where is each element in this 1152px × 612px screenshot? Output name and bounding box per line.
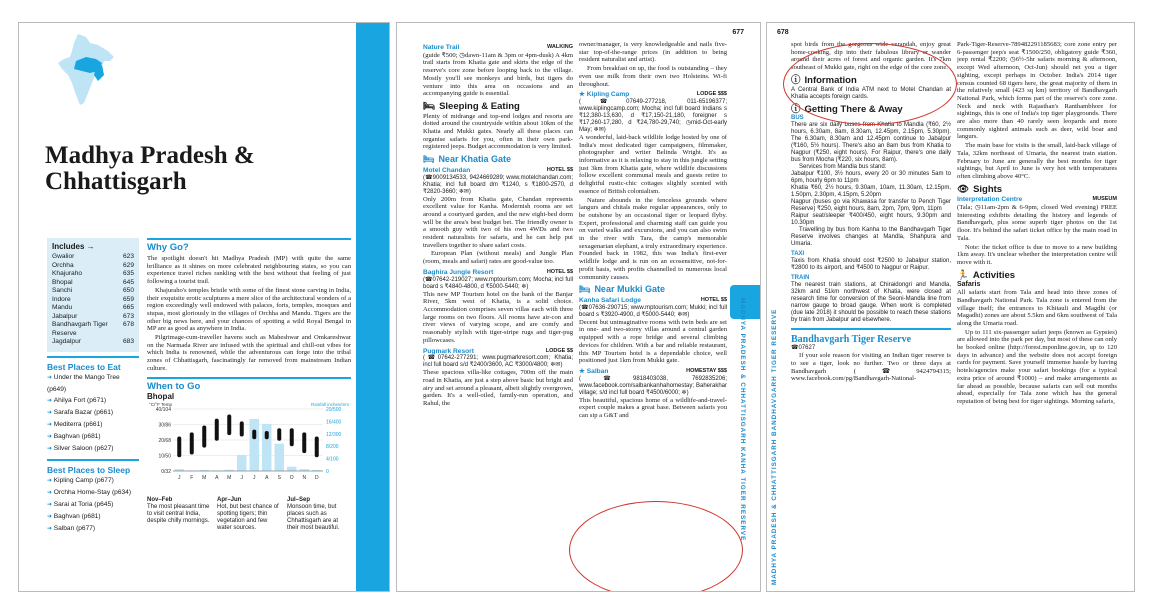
right-tick-label: 8/200 [326, 443, 339, 450]
left-tick-label: 20/68 [158, 437, 171, 444]
eat-list-item[interactable]: ➜ Sarafa Bazar (p661) [47, 407, 139, 419]
motel-info: (☎9009134533, 9424669289; www.motelchandan.com; Khatia; incl full board dm ₹1240, s ₹1800-2570, d ₹2820-3660; ❄✉) [423, 174, 573, 195]
right-tick-label: 0 [326, 468, 329, 475]
title-line-2: Chhattisgarh [45, 168, 187, 195]
eat-list-item[interactable]: ➜ Baghvan (p681) [47, 431, 139, 443]
taxi-heading: TAXI [791, 251, 805, 258]
temperature-range-bar [290, 428, 294, 446]
season-note-2 [217, 497, 281, 533]
sights-heading-text: Sights [973, 183, 1003, 195]
bus-raipur: Raipur seat/sleeper ₹400/450, eight hours, 9.30pm and 10.30pm [791, 213, 951, 227]
climate-chart [147, 401, 351, 486]
note-title-1: Nov–Feb [147, 496, 173, 503]
star-icon: ★ [579, 91, 587, 99]
month-label: A [215, 474, 219, 481]
temperature-range-bar [202, 425, 206, 447]
month-label: F [190, 474, 194, 481]
note-text-1: The most pleasant time to visit central India, despite chilly mornings. [147, 503, 210, 525]
season-notes [147, 497, 351, 533]
when-divider [147, 377, 351, 379]
includes-list [52, 253, 134, 347]
includes-item[interactable] [52, 313, 134, 322]
salban-info: (☎9818403038, 7692835206; www.facebook.com/salbankanhahomestay; Baherakhar village; s/d incl full board ₹4500/6000; ❄) [579, 375, 727, 396]
season-note-1 [147, 497, 211, 533]
intro-text: spot birds from the gorgeous wide verandah, enjoy great home-cooking, dip into their fabulous library or wander around their acres of forest and organic garden. It's 7km southeast of Mukki gate, right on the edge of the core zone. [791, 41, 951, 72]
month-label: M [202, 474, 207, 481]
sleep-divider [47, 459, 139, 461]
includes-item-page: 673 [122, 312, 134, 320]
includes-item-page: 678 [122, 321, 134, 328]
bus-services: Services from Mandla bus stand: [799, 164, 887, 171]
safaris-paragraph-1: All safaris start from Tala and head into three zones of Bandhavgarh National Park. Tala zone is entered from the village itself; the entrances to Khitauli and Magdhi (or Magadhi) zones are about 5.5km and 6km southwest of Tala along the Umaria road. [957, 289, 1117, 327]
left-tick-label: 30/86 [158, 422, 171, 429]
listing-kipling: Kipling Camp [586, 91, 630, 99]
listing-pugmark: Pugmark Resort [423, 347, 474, 355]
includes-item[interactable] [52, 321, 134, 338]
taxi-text: Taxis from Khatia should cost ₹2500 to Jabalpur station, ₹2800 to its airport, and ₹4500 to Nagpur or Raipur. [791, 258, 951, 272]
includes-item-name: Sanchi [52, 287, 73, 294]
col2-paragraph-2: From breakfast on up, the food is outstanding – they even use milk from their own two Holsteins. Wi-fi throughout. [579, 65, 727, 88]
includes-item-name: Bandhavgarh Tiger Reserve [52, 321, 108, 337]
bandhavgarh-text: If your sole reason for visiting an Indian tiger reserve is to see a tiger, look no further. Two or three days at Bandhavgarh (☎9424794315; www.facebook.com/pg/Bandhavgarh-National- [791, 352, 951, 383]
sleep-list [47, 475, 139, 535]
page-678 [766, 22, 1135, 592]
why-go-paragraph-3: Pilgrimage-cum-traveller havens such as Maheshwar and Omkareshwar on the Narmada River are infused with the spiritual and chill-out vibes for which India is renowned, while the adventurous can forge into the tribal zones of Chhattisgarh, fascinatingly far removed from mainstream Indian culture. [147, 334, 351, 372]
left-tick-label: 40/104 [155, 406, 171, 413]
activities-heading [957, 269, 1117, 281]
note-text-2: Hot, but best chance of spotting tigers; thin vegetation and few water sources. [217, 503, 279, 532]
sleep-list-item[interactable]: ➜ Baghvan (p681) [47, 511, 139, 523]
includes-item-name: Orchha [52, 261, 74, 269]
train-heading: TRAIN [791, 275, 810, 282]
column-1 [423, 41, 573, 586]
sleep-list-item[interactable]: ➜ Sarai at Toria (p645) [47, 499, 139, 511]
mukki-heading-text: Near Mukki Gate [594, 284, 665, 295]
right-axis-label: Rainfall inches/mm [310, 401, 349, 407]
rainfall-bar [237, 454, 247, 470]
bed-icon: 🛏 [579, 284, 591, 295]
includes-item[interactable] [52, 338, 134, 347]
page-chapter-opener [18, 22, 390, 592]
note-title-2: Apr–Jun [217, 496, 242, 503]
motel-text: Only 200m from Khatia gate, Chandan represents excellent value for Kanha. Modernish rooms are set around a courtyard garden, and the new eight-bed dorm will be the area's best budget bet. The friendly owner is a smooth guy with two of his own 4WDs and two resident naturalists for safaris, and he can help put travellers together to share safari costs. [423, 195, 573, 249]
note-title-3: Jul–Sep [287, 496, 311, 503]
temperature-range-bar [302, 432, 306, 453]
kipling-text-2: Nature abounds in the fenceless grounds where langurs and chitals make regular appearances, only to be outshone by an occasional tiger or leopard flyby. Expert, professional and charming staff can guide you on varied walks and excursions, and you can also swim in the river with Tara, the camp's memorable sexagenarian elephant, a truly extraordinary experience. Founded back in 1982, this was India's first-ever wildlife lodge and is run on an ecosensitive, not-for-profit basis, with profits channelled to numerous local community causes. [579, 196, 727, 281]
eat-heading: Best Places to Eat [47, 361, 121, 372]
temperature-range-bar [190, 432, 194, 454]
month-label: J [253, 474, 256, 481]
sleeping-heading [423, 100, 573, 112]
motel-text-2: European Plan (without meals) and Jungle Plan (room, meals and safari) rates are good-value too. [423, 250, 573, 266]
col2-paragraph-2: The main base for visits is the small, laid-back village of Tala, 32km northeast of Umaria, the nearest train station. February to June are generally the best months for tiger sightings, but April to June is very hot with temperatures often climbing above 40°C. [957, 142, 1117, 180]
getting-there-heading-text: Getting There & Away [804, 103, 903, 115]
page-number: 677 [732, 29, 744, 36]
khatia-heading [423, 156, 573, 164]
sleeping-heading-text: Sleeping & Eating [439, 100, 520, 112]
includes-item[interactable] [52, 304, 134, 313]
right-tick-label: 20/500 [326, 406, 342, 413]
title-line-1: Madhya Pradesh & [45, 143, 255, 169]
rainfall-bar [262, 423, 272, 470]
includes-item[interactable] [52, 279, 134, 288]
month-label: J [178, 474, 181, 481]
temperature-range-bar [265, 431, 269, 439]
listing-baghira: Baghira Jungle Resort [423, 268, 494, 276]
listing-nature-trail: Nature Trail [423, 44, 460, 51]
kanha-info: (☎07636-290715; www.mptourism.com; Mukki; incl full board s ₹3920-4900, d ₹5000-5440; ❄✉) [579, 304, 727, 318]
listing-interpretation-centre: Interpretation Centre [957, 196, 1023, 204]
listing-type: HOMESTAY $$$ [686, 367, 727, 374]
season-note-3 [287, 497, 351, 533]
kipling-text: A wonderful, laid-back wildlife lodge hosted by one of India's most dedicated tiger campaigners, filmmaker, photographer and writer Belinda Wright. It's as informative as it is relaxing to stay in this jungle setting just 3km from Khatia gate, where wildlife discussions follow excellent communal meals and guests retire to delightful rustic-chic cottages slightly scented with essence of British colonialism. [579, 133, 727, 195]
salban-text: This beautiful, spacious home of a wildlife-and-travel-expert couple makes a great base. Between safaris you can sip a G&T and [579, 396, 727, 420]
rainfall-bar [250, 418, 260, 470]
includes-item-name: Indore [52, 295, 71, 303]
includes-item-page: 629 [122, 261, 134, 269]
side-running-head: MADHYA PRADESH & CHHATTISGARH BANDHAVGARH TIGER RESERVE [771, 308, 778, 585]
bus-text: There are six daily buses from Khatia to Mandla (₹60, 2½ hours, 6.30am, 8am, 8.30am, 12.45pm, 2.15pm, 5.30pm). The 6.30am, 8.30am and 12.45pm continue to Jabalpur (₹160, 5½ hours). There's also an 8am bus from Khatia to Nagpur (₹250, eight hours). For Raipur, there's one daily bus from Mocha (₹220, six hours, 8am). [791, 122, 951, 164]
rainfall-bar [275, 443, 285, 470]
includes-item-page: 650 [122, 287, 134, 294]
sights-heading [957, 183, 1117, 195]
baghira-text: This new MP Tourism hotel on the bank of the Banjar River, 5km west of Khatia, is a solid choice. Accommodation comprises seven villas each with three large rooms on two floors. All rooms have air-con and river views of varying scope, and are comfy and reasonably stylish with tiger-stripe rugs and tiger-pug pillowcases. [423, 290, 573, 344]
includes-item[interactable] [52, 296, 134, 305]
page-677 [396, 22, 761, 592]
pugmark-info: (☎07642-277291; www.pugmarkresort.com; Khatia; incl full board s/d ₹2400/3600, AC ₹3000/4800; ❄✉) [423, 355, 573, 369]
annotation-circle [783, 43, 957, 125]
month-label: M [227, 474, 232, 481]
india-map-icon [56, 31, 118, 111]
bus-khatia: Khatia ₹60, 2½ hours, 9.30am, 10am, 11.30am, 12.15pm, 1.50pm, 2.30pm, 4.15pm, 5.20pm [791, 185, 951, 199]
why-go-paragraph-1: The spotlight doesn't hit Madhya Pradesh (MP) with quite the same brilliance as it shines on more celebrated neighbouring states, so you can experience travel riches rankling with the best without that feeling of just following a tourist trail. [147, 255, 351, 286]
listing-type: HOTEL $$ [700, 296, 727, 303]
baghira-info: (☎07642-219027; www.mptourism.com; Mocha; incl full board s ₹4840-4800, d ₹5000-5440; ❄) [423, 276, 573, 290]
includes-item[interactable] [52, 262, 134, 271]
train-text: The nearest train stations, at Chiraidongri and Mandla, 32km and 51km northwest of Khatia, were closed at research time for conversion of the Seoni-Mandla line from narrow gauge to broad gauge. When work is completed (due late 2018) it should be possible to reach these stations by train from Jabalpur and elsewhere. [791, 282, 951, 324]
left-tick-label: 10/50 [158, 453, 171, 460]
info-icon: ⓘ [791, 74, 801, 86]
includes-item-name: Gwalior [52, 253, 75, 260]
includes-item-name: Jagdalpur [52, 338, 81, 345]
why-go-heading: Why Go? [147, 242, 189, 253]
mukki-heading [579, 286, 727, 294]
annotation-circle [569, 501, 743, 592]
temperature-range-bar [252, 429, 256, 439]
includes-item[interactable] [52, 270, 134, 279]
page-number: 678 [777, 29, 789, 36]
side-running-head: MADHYA PRADESH & CHHATTISGARH KANHA TIGER RESERVE [739, 298, 746, 542]
temperature-range-bar [277, 428, 281, 440]
month-label: S [277, 474, 281, 481]
month-label: D [314, 474, 319, 481]
month-label: O [289, 474, 294, 481]
includes-item-name: Mandu [52, 304, 73, 311]
bed-icon: 🛏 [423, 100, 436, 112]
sleep-list-item[interactable]: ➜ Orchha Home-Stay (p634) [47, 487, 139, 499]
bus-jabalpur: Jabalpur ₹100, 3½ hours, every 20 or 30 minutes 5am to 6pm, hourly 6pm to 11pm [791, 171, 951, 185]
temperature-range-bar [215, 418, 219, 440]
listing-type: WALKING [547, 44, 573, 50]
month-label: J [240, 474, 243, 481]
includes-label: Includes → [52, 242, 95, 251]
listing-kanha-safari: Kanha Safari Lodge [579, 296, 641, 304]
listing-type: LODGE $$$ [696, 91, 727, 98]
activities-heading-text: Activities [972, 269, 1016, 281]
bandhavgarh-phone-code: ☎07627 [791, 345, 816, 352]
includes-item-page: 645 [122, 278, 134, 286]
safaris-paragraph-2: Up to 111 six-passenger safari jeeps (known as Gypsies) are allowed into the park per day, but most of these can only be booked online (http://forest.mponline.gov.in, up to 120 days in advance) and the website does not accept foreign cards for payment. Save yourself immense hassle by having hotels/agencies make your safari bookings (for a typical extra price of around ₹1000) – and make arrangements as far ahead as possible, because safaris can sell out months ahead, especially for Tala zone which has the general reputation of being best for tiger sightings. Morning safaris, [957, 328, 1117, 405]
note-text-3: Monsoon time, but places such as Chhattisgarh are at their most beautiful. [287, 503, 340, 532]
bandhavgarh-heading: Bandhavgarh Tiger Reserve [791, 334, 912, 346]
listing-type: HOTEL $$ [546, 268, 573, 275]
bus-heading: BUS [791, 115, 804, 122]
bed-icon: 🛏 [423, 154, 435, 165]
bandhavgarh-divider [791, 328, 951, 330]
sleeping-text: Plenty of midrange and top-end lodges and resorts are dotted around the countryside within about 10km of the Khatia and Mukki gates. Nearly all these places can organise safaris for you, often in their own park-registered jeeps. Budget accommodation is very limited. [423, 112, 573, 151]
info-icon: ⓘ [791, 103, 801, 115]
eye-icon: 👁 [957, 183, 970, 195]
why-go-paragraph-2: Khajuraho's temples bristle with some of the finest stone carving in India, their exquisite erotic sculptures a mere slice of the architectural wonders of a region exceedingly well endowed with palaces, forts, temples, mosques and stupas, most gloriously in the villages of Orchha and Mandu. Tigers are the other big news here, and your chances of spotting a wild Royal Bengal in MP are as good as anywhere in India. [147, 286, 351, 333]
includes-item[interactable] [52, 287, 134, 296]
temperature-range-bar [315, 436, 319, 457]
left-sidebar [47, 238, 139, 583]
includes-item-name: Khajuraho [52, 270, 83, 277]
chart-city: Bhopal [147, 391, 175, 401]
interpretation-note: Note: the ticket office is due to move to a new building 1km away. It's unclear whether the interpretation centre will move with it. [957, 243, 1117, 266]
listing-type: HOTEL $$ [546, 166, 573, 173]
includes-item[interactable] [52, 253, 134, 262]
when-to-go-heading: When to Go [147, 380, 201, 392]
left-tick-label: 0/32 [161, 468, 171, 475]
eat-divider [47, 356, 139, 358]
includes-box [47, 238, 139, 352]
col2-paragraph-1: owner/manager, is very knowledgeable and nails five-star top-of-the-range prices (in addition to being resident naturalist and artist). [579, 41, 727, 64]
listing-type: MUSEUM [1092, 196, 1117, 203]
eat-list-item[interactable]: ➜ Silver Saloon (p627) [47, 443, 139, 455]
left-axis-label: °C/°F Temp [149, 401, 173, 407]
chapter-title [45, 143, 355, 195]
includes-item-page: 623 [122, 253, 134, 260]
temperature-range-bar [240, 421, 244, 436]
month-label: N [302, 474, 307, 481]
why-divider [147, 238, 351, 240]
includes-item-page: 659 [122, 295, 134, 303]
col2-paragraph-1: Park-Tiger-Reserve-789482291185683; core zone entry per 6-passenger jeep/s seat ₹1500/250, obligatory guide ₹360, jeep rental ₹2200; ◷6½-5hr safaris morning & afternoon, except Wed afternoon, Oct-Jun) should net you a tiger sighting, except perhaps in October. India's 2014 tiger census counted 68 tigers here, the great majority of them in the relatively small (423 sq km) territory of Bandhavgarh National Park, which forms part of the reserve's core zone. Neck and neck with Rajasthan's Ranthambhore for sightings, this is one of India's top tiger playgrounds. There are also more than 40 rarely seen leopards and more commonly sighted animals such as deer, wild boar and langurs. [957, 41, 1117, 141]
includes-item-name: Jabalpur [52, 312, 78, 320]
rainfall-bar [287, 466, 297, 470]
sleep-heading: Best Places to Sleep [47, 464, 131, 475]
eat-list-item[interactable]: ➜ Under the Mango Tree (p649) [47, 372, 139, 395]
temperature-range-bar [227, 414, 231, 435]
column-2 [957, 41, 1117, 586]
includes-item-page: 665 [122, 304, 134, 311]
pugmark-text: These spacious villa-like cottages, 700m off the main road in Khatia, are just a step above basic but bright and airy and set around a pleasant, albeit slightly overgrown, garden. It's a well-oiled, family-run operation, and Rahul, the [423, 369, 573, 408]
right-tick-label: 4/100 [326, 456, 339, 463]
month-label: A [265, 474, 269, 481]
listing-salban: Salban [586, 367, 609, 375]
includes-item-page: 635 [122, 270, 134, 277]
right-tick-label: 16/400 [326, 418, 342, 425]
running-icon: 🏃 [957, 269, 969, 281]
information-text: A Central Bank of India ATM next to Motel Chandan at Khatia accepts foreign cards. [791, 86, 951, 100]
why-go-column [147, 238, 351, 583]
temperature-range-bar [177, 436, 181, 457]
includes-item-page: 683 [122, 338, 134, 345]
nature-trail-text: (guide ₹500; ◷dawn-11am & 3pm or 4pm-dusk) A 4km trail starts from Khatia gate and skirts the edge of the reserve's core zone before looping back to the village. Mostly you'll see monkeys and birds, but tigers do venture into this area on occasions and an accompanying guide is essential. [423, 51, 573, 98]
eat-list [47, 372, 139, 455]
eat-list-item[interactable]: ➜ Mediterra (p661) [47, 419, 139, 431]
star-icon: ★ [579, 367, 587, 375]
interpretation-text: (Tala; ◷11am-2pm & 6-9pm, closed Wed evening) FREE Interesting exhibits detailing the history and legends of Bandhavgarh, plus some superb tiger photos on the 1st floor. It's behind the safari ticket office by the main road in Tala. [957, 204, 1117, 242]
bus-nagpur: Nagpur (buses go via Khawasa for transfer to Pench Tiger Reserve) ₹250, eight hours, 8am, 2pm, 7pm, 9pm, 11pm [791, 199, 951, 213]
right-tick-label: 12/300 [326, 431, 342, 438]
sleep-list-item[interactable]: ➜ Salban (p677) [47, 523, 139, 535]
bus-travelling: Travelling by bus from Kanha to the Bandhavgarh Tiger Reserve involves changes at Mandla, Shahpura and Umaria. [791, 227, 951, 248]
sleep-list-item[interactable]: ➜ Kipling Camp (p677) [47, 475, 139, 487]
listing-motel-chandan: Motel Chandan [423, 166, 471, 174]
chapter-side-strip [356, 23, 389, 591]
includes-item-name: Bhopal [52, 278, 73, 286]
information-heading-text: Information [804, 74, 857, 86]
eat-list-item[interactable]: ➜ Ahilya Fort (p671) [47, 395, 139, 407]
kipling-info: (☎07649-277218, 011-65196377; www.kiplingcamp.com; Mocha; incl full board Indians s ₹12,380-13,630, d ₹17,150-21,180, foreigner s ₹17,260-17,280, d ₹24,780-29,740; ◷mid-Oct-early May; ❄✉) [579, 98, 727, 133]
safaris-heading: Safaris [957, 281, 981, 289]
khatia-heading-text: Near Khatia Gate [438, 154, 511, 165]
listing-type: LODGE $$ [545, 347, 573, 354]
kanha-text: Decent but unimaginative rooms with twin beds are set in one- and two-storey villas around a central garden equipped with a rope bridge and several climbing devices for children. With a bar and reliable restaurant, this MP Tourism hotel is a dependable choice, well positioned just 1km from Mukki gate. [579, 318, 727, 365]
